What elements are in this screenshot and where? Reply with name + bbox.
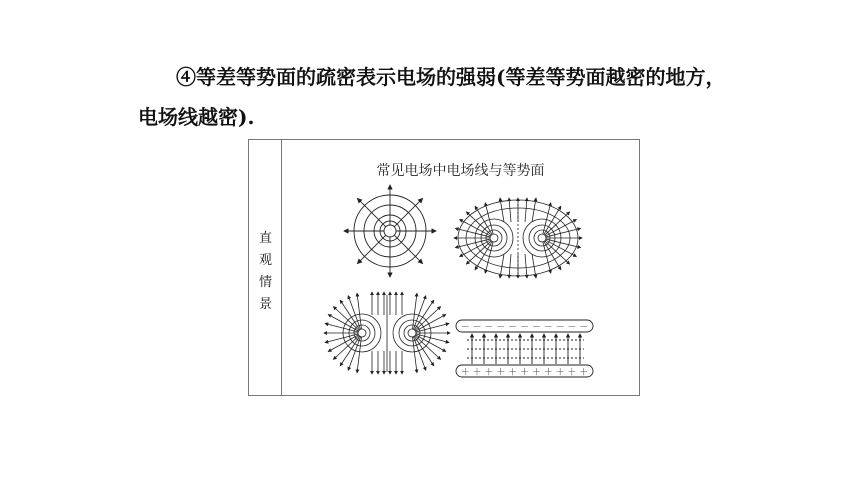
field-line bbox=[357, 337, 361, 373]
opposite-charges-field bbox=[324, 292, 450, 374]
field-line bbox=[357, 235, 385, 263]
field-line bbox=[525, 198, 527, 222]
field-line bbox=[348, 337, 360, 371]
field-line bbox=[509, 198, 511, 222]
side-label-char: 景 bbox=[258, 297, 272, 312]
field-line bbox=[357, 198, 385, 226]
plate-bottom-signs: ＋ ＋ ＋ ＋ ＋ ＋ ＋ ＋ ＋ ＋ ＋ bbox=[460, 368, 589, 378]
like-charges-field bbox=[454, 198, 582, 278]
side-label-char: 直 bbox=[258, 231, 272, 246]
side-label-char: 观 bbox=[258, 253, 272, 268]
field-line bbox=[413, 296, 425, 330]
field-line bbox=[413, 293, 417, 329]
plate-top-signs: － － － － － － － － － － － bbox=[460, 323, 589, 333]
field-line bbox=[394, 198, 422, 226]
field-line bbox=[525, 254, 527, 278]
field-line bbox=[348, 296, 360, 330]
paragraph-line-2: 电场线越密). bbox=[138, 105, 255, 129]
field-line bbox=[394, 235, 422, 263]
field-line bbox=[413, 337, 425, 371]
point-charge-field bbox=[344, 185, 436, 277]
field-line bbox=[357, 293, 361, 329]
side-label-char: 情 bbox=[258, 275, 272, 290]
field-diagrams bbox=[249, 140, 641, 397]
field-line bbox=[509, 254, 511, 278]
figure-box bbox=[248, 139, 640, 396]
paragraph-line-1: ④等差等势面的疏密表示电场的强弱(等差等势面越密的地方， bbox=[176, 65, 726, 89]
field-line bbox=[413, 337, 417, 373]
figure-title: 常见电场中电场线与等势面 bbox=[376, 163, 545, 179]
